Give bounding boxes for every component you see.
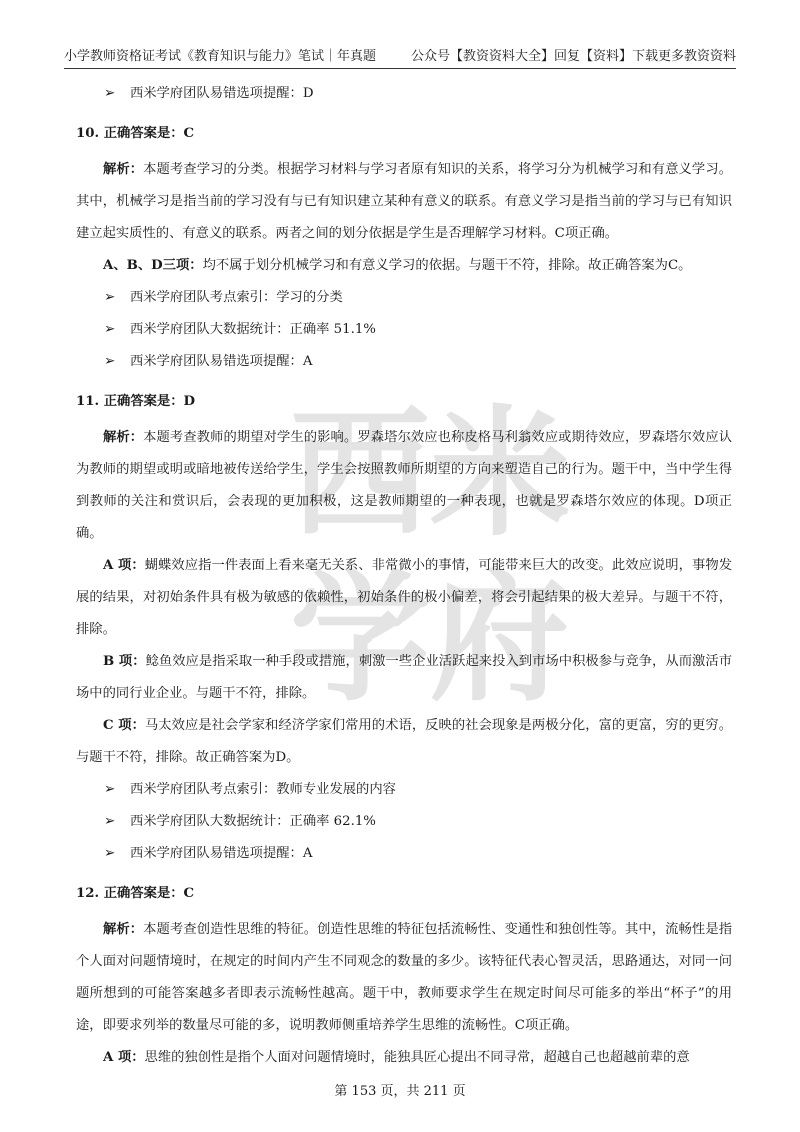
option-text: 思维的独创性是指个人面对问题情境时，能独具匠心提出不同寻常，超越自己也超越前辈的意 xyxy=(144,1050,690,1065)
q10-analysis xyxy=(76,154,732,250)
analysis-text: 本题考查创造性思维的特征。创造性思维的特征包括流畅性、变通性和独创性等。其中，流畅性是指个人面对问题情境时，在规定的时间内产生不同观念的数量的多少。该特征代表心智灵活，思路通达，对同一问题所想到的可能答案越多者即表示流畅性越高。题干中，教师要求学生在规定时间尽可能多的举出“杯子”的用途，即要求列举的数量尽可能的多，说明教师侧重培养学生思维的流畅性。C项正确。 xyxy=(76,922,733,1033)
header-right-text: 公众号【教资资料大全】回复【资料】下载更多教资资料 xyxy=(410,49,736,64)
q12-answer: 12. 正确答案是：C xyxy=(76,886,195,901)
analysis-text: 本题考查教师的期望对学生的影响。罗森塔尔效应也称皮格马利翁效应或期待效应，罗森塔尔效应认为教师的期望或明或暗地被传送给学生，学生会按照教师所期望的方向来塑造自己的行为。题干中，当中学生得到教师的关注和赏识后，会表现的更加积极，这是教师期望的一种表现，也就是罗森塔尔效应的体现。D项正确。 xyxy=(76,430,733,541)
watermark-char: 西 xyxy=(290,393,431,556)
watermark-char: 府 xyxy=(430,558,571,721)
arrow-bullet-icon: ➢ xyxy=(104,354,116,369)
bullet-item xyxy=(76,838,732,870)
option-text: 蝴蝶效应指一件表面上看来毫无关系、非常微小的事情，可能带来巨大的改变。此效应说明，事物发展的结果，对初始条件具有极为敏感的依赖性，初始条件的极小偏差，将会引起结果的极大差异。与题干不符，排除。 xyxy=(76,558,732,637)
page-content xyxy=(76,78,732,1074)
bullet-item xyxy=(76,314,732,346)
bullet-text: 西米学府团队易错选项提醒：A xyxy=(130,846,313,861)
q12-option-a xyxy=(76,1042,732,1074)
q11-analysis xyxy=(76,422,732,550)
arrow-bullet-icon: ➢ xyxy=(104,782,116,797)
option-text: 马太效应是社会学家和经济学家们常用的术语，反映的社会现象是两极分化，富的更富，穷的更穷。与题干不符，排除。故正确答案为D。 xyxy=(76,718,733,765)
analysis-label: 解析： xyxy=(103,430,144,445)
bullet-item xyxy=(76,346,732,378)
bullet-text: 西米学府团队易错选项提醒：D xyxy=(130,86,314,101)
analysis-text: 本题考查学习的分类。根据学习材料与学习者原有知识的关系，将学习分为机械学习和有意义学习。其中，机械学习是指当前的学习没有与已有知识建立某种有意义的联系。有意义学习是指当前的学习与已有知识建立起实质性的、有意义的联系。两者之间的划分依据是学生是否理解学习材料。C项正确。 xyxy=(76,162,733,241)
arrow-bullet-icon: ➢ xyxy=(104,322,116,337)
watermark-char: 米 xyxy=(430,393,571,556)
page-footer: 第 153 页，共 211 页 xyxy=(334,1084,466,1099)
option-label: C 项： xyxy=(103,718,145,733)
bullet-text: 西米学府团队考点索引：学习的分类 xyxy=(130,290,343,305)
q11-option-a xyxy=(76,550,732,646)
bullet-text: 西米学府团队大数据统计：正确率 62.1% xyxy=(130,814,376,829)
option-label: B 项： xyxy=(103,654,146,669)
arrow-bullet-icon: ➢ xyxy=(104,846,116,861)
watermark-char: 学 xyxy=(290,558,431,721)
option-text: 鲶鱼效应是指采取一种手段或措施，刺激一些企业活跃起来投入到市场中积极参与竞争，从而激活市场中的同行业企业。与题干不符，排除。 xyxy=(76,654,732,701)
analysis-label: 解析： xyxy=(103,922,144,937)
bullet-text: 西米学府团队大数据统计：正确率 51.1% xyxy=(130,322,376,337)
header-left-text: 小学教师资格证考试《教育知识与能力》笔试｜年真题 xyxy=(64,49,377,64)
bullet-item xyxy=(76,282,732,314)
option-label: A、B、D三项： xyxy=(103,258,203,273)
bullet-item xyxy=(76,774,732,806)
arrow-bullet-icon: ➢ xyxy=(104,86,116,101)
bullet-item xyxy=(76,78,732,110)
q10-answer: 10. 正确答案是：C xyxy=(76,126,195,141)
q10-abd xyxy=(76,250,732,282)
arrow-bullet-icon: ➢ xyxy=(104,290,116,305)
option-label: A 项： xyxy=(103,558,145,573)
q12-analysis xyxy=(76,914,732,1042)
q11-answer: 11. 正确答案是：D xyxy=(76,394,196,409)
option-text: 均不属于划分机械学习和有意义学习的依据。与题干不符，排除。故正确答案为C。 xyxy=(202,258,692,273)
q11-option-c xyxy=(76,710,732,774)
bullet-text: 西米学府团队考点索引：教师专业发展的内容 xyxy=(130,782,396,797)
analysis-label: 解析： xyxy=(103,162,144,177)
option-label: A 项： xyxy=(103,1050,145,1065)
bullet-item xyxy=(76,806,732,838)
arrow-bullet-icon: ➢ xyxy=(104,814,116,829)
page-header xyxy=(64,40,736,69)
bullet-text: 西米学府团队易错选项提醒：A xyxy=(130,354,313,369)
q11-option-b xyxy=(76,646,732,710)
